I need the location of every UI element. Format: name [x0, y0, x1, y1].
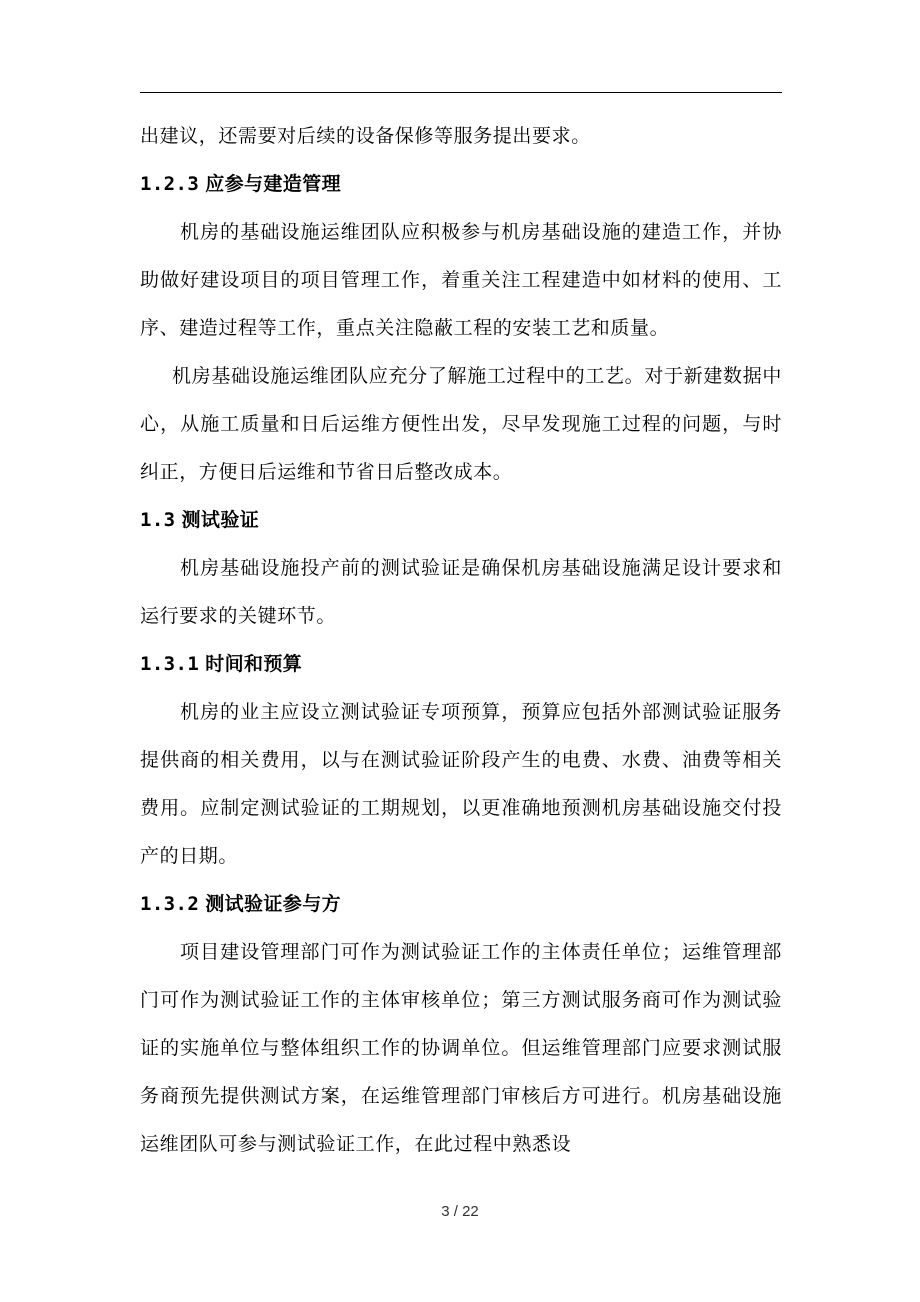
- section-title: 应参与建造管理: [205, 173, 342, 195]
- paragraph: 机房基础设施运维团队应充分了解施工过程中的工艺。对于新建数据中心，从施工质量和日后运维方便性出发，尽早发现施工过程的问题，与时纠正，方便日后运维和节省日后整改成本。: [140, 365, 782, 483]
- section-title: 测试验证: [181, 509, 260, 531]
- section-heading-1-3-1: [140, 640, 782, 688]
- page-number: 3 / 22: [441, 1203, 479, 1220]
- paragraph: 机房的业主应设立测试验证专项预算，预算应包括外部测试验证服务提供商的相关费用，以与在测试验证阶段产生的电费、水费、油费等相关费用。应制定测试验证的工期规划，以更准确地预测机房基础设施交付投产的日期。: [140, 701, 782, 867]
- section-number: 1.3.1: [140, 653, 200, 675]
- section-number: 1.2.3: [140, 173, 200, 195]
- section-number: 1.3: [140, 509, 176, 531]
- paragraph: 项目建设管理部门可作为测试验证工作的主体责任单位；运维管理部门可作为测试验证工作的主体审核单位；第三方测试服务商可作为测试验证的实施单位与整体组织工作的协调单位。但运维管理部门应要求测试服务商预先提供测试方案，在运维管理部门审核后方可进行。机房基础设施运维团队可参与测试验证工作，在此过程中熟悉设: [140, 941, 782, 1155]
- section-number: 1.3.2: [140, 893, 200, 915]
- paragraph: 机房基础设施投产前的测试验证是确保机房基础设施满足设计要求和运行要求的关键环节。: [140, 557, 782, 627]
- document-body: [140, 112, 782, 1168]
- paragraph-continuation: 出建议，还需要对后续的设备保修等服务提出要求。: [140, 125, 591, 147]
- paragraph: 机房的基础设施运维团队应积极参与机房基础设施的建造工作，并协助做好建设项目的项目管理工作，着重关注工程建造中如材料的使用、工序、建造过程等工作，重点关注隐蔽工程的安装工艺和质量。: [140, 221, 782, 339]
- section-heading-1-2-3: [140, 160, 782, 208]
- header-rule: [140, 92, 782, 93]
- section-title: 测试验证参与方: [205, 893, 342, 915]
- section-heading-1-3-2: [140, 880, 782, 928]
- section-title: 时间和预算: [205, 653, 303, 675]
- section-heading-1-3: [140, 496, 782, 544]
